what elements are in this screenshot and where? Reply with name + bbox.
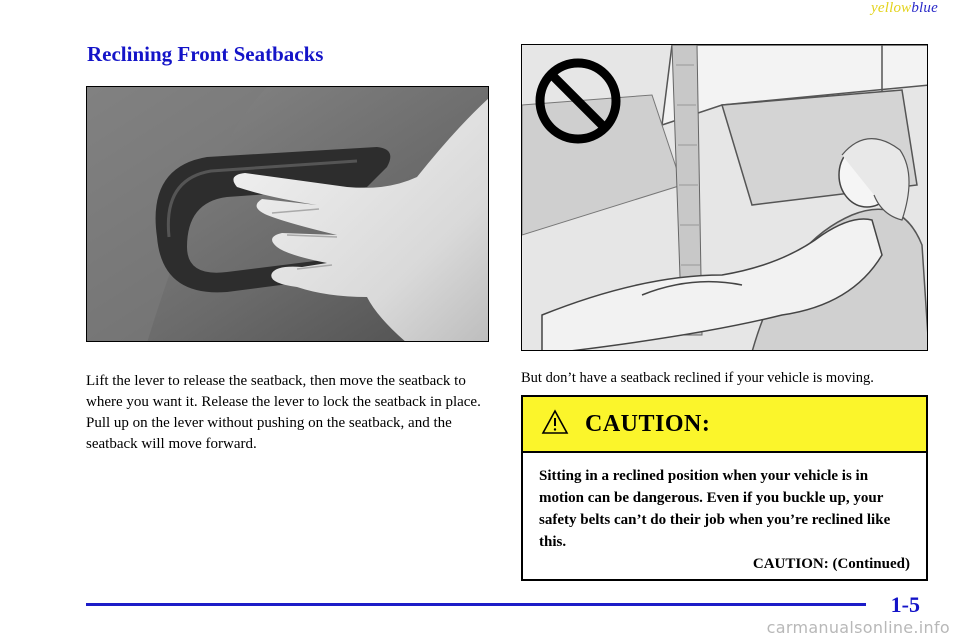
footer-rule xyxy=(86,603,866,606)
seatback-lever-photo xyxy=(86,86,489,342)
reclined-occupant-illustration xyxy=(521,44,928,351)
page-number: 1-5 xyxy=(890,592,920,617)
caution-box xyxy=(521,395,928,581)
color-tag-blue: blue xyxy=(911,0,938,16)
warning-triangle-icon xyxy=(541,409,569,435)
color-tag-yellow: yellow xyxy=(871,0,912,16)
caution-header xyxy=(523,397,926,453)
reclined-occupant-graphic xyxy=(522,45,928,351)
instructions-paragraph: Lift the lever to release the seatback, then move the seatback to where you want it. Release the lever to lock the seatback in place. Pull up on the lever without pushing on the seatback, and the seatback will move forward. xyxy=(86,373,481,452)
caution-title: CAUTION: xyxy=(585,411,711,437)
warning-sentence: But don’t have a seatback reclined if your vehicle is moving. xyxy=(521,370,874,386)
seatback-lever-photo-graphic xyxy=(87,87,489,342)
caution-body: Sitting in a reclined position when your vehicle is in motion can be dangerous. Even if you buckle up, your safety belts can’t do their job when you’re reclined like this. xyxy=(539,468,891,550)
color-tag xyxy=(871,0,938,17)
caution-continued: CAUTION: (Continued) xyxy=(752,556,910,572)
watermark: carmanualsonline.info xyxy=(766,618,950,637)
section-title: Reclining Front Seatbacks xyxy=(87,42,324,66)
